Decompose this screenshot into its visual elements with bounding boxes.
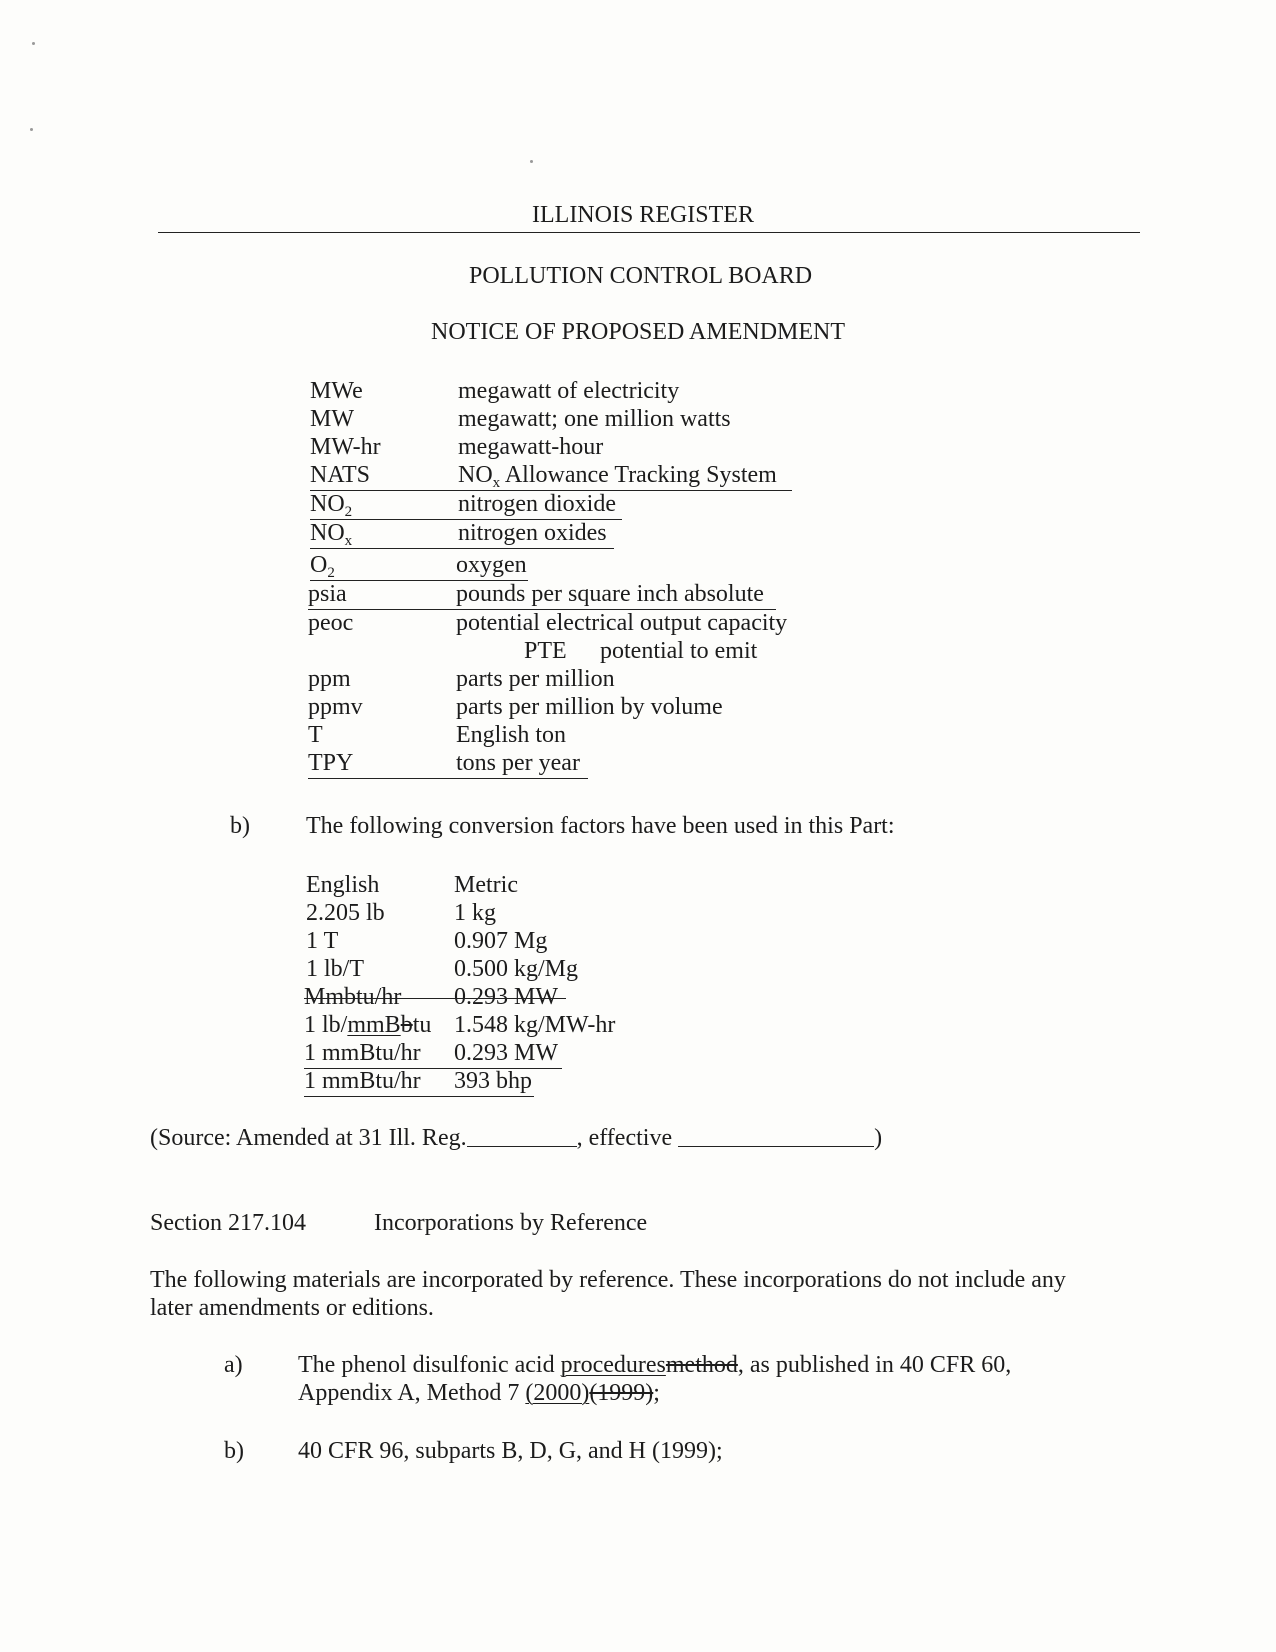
- abbr-definition: megawatt of electricity: [458, 378, 680, 404]
- list-label: b): [230, 813, 250, 839]
- insertion-underline: [308, 778, 588, 779]
- english-value: Mmbtu/hr: [304, 984, 402, 1010]
- metric-value: 1 kg: [454, 900, 496, 926]
- metric-value: 0.907 Mg: [454, 928, 548, 954]
- item-b-text: 40 CFR 96, subparts B, D, G, and H (1999);: [298, 1438, 723, 1464]
- abbr-definition: nitrogen oxides: [458, 520, 607, 546]
- english-value: 1 lb/mmBbtu: [304, 1012, 432, 1038]
- english-value: 1 T: [306, 928, 339, 954]
- abbr-term: psia: [308, 581, 347, 607]
- insertion-underline: [310, 548, 614, 549]
- conversion-intro: The following conversion factors have been used in this Part:: [306, 813, 895, 839]
- blank-effective-field: [678, 1126, 874, 1147]
- metric-value: 1.548 kg/MW-hr: [454, 1012, 616, 1038]
- blank-register-field: [467, 1126, 577, 1147]
- notice-title: NOTICE OF PROPOSED AMENDMENT: [431, 319, 846, 345]
- metric-value: 393 bhp: [454, 1068, 532, 1094]
- abbr-term: PTE: [524, 638, 567, 664]
- abbr-term: MW-hr: [310, 434, 381, 460]
- english-header: English: [306, 872, 380, 898]
- scan-speck: [30, 128, 33, 131]
- abbr-definition: $NO_x$ Allowance Tracking System: [458, 462, 777, 491]
- abbr-definition: parts per million: [456, 666, 615, 692]
- item-a-line1: The phenol disulfonic acid proceduresmethod, as published in 40 CFR 60,: [298, 1352, 1012, 1378]
- abbr-term: MW: [310, 406, 354, 432]
- abbr-term: $NO_x$: [310, 520, 353, 549]
- abbr-definition: English ton: [456, 722, 567, 748]
- english-value: 2.205 lb: [306, 900, 385, 926]
- insertion-underline: [304, 1096, 534, 1097]
- deletion-strikethrough: [304, 998, 566, 999]
- abbr-term: NATS: [310, 462, 371, 488]
- abbr-definition: oxygen: [456, 552, 527, 578]
- metric-value: 0.293 MW: [454, 1040, 558, 1066]
- section-title: Incorporations by Reference: [374, 1210, 648, 1236]
- source-note: (Source: Amended at 31 Ill. Reg. , effective ): [150, 1125, 883, 1151]
- abbr-definition: tons per year: [456, 750, 580, 776]
- abbr-definition: megawatt; one million watts: [458, 406, 731, 432]
- abbr-definition: pounds per square inch absolute: [456, 581, 764, 607]
- abbr-term: $O_2$: [310, 552, 335, 581]
- section-number: Section 217.104: [150, 1210, 306, 1236]
- metric-value: 0.293 MW: [454, 984, 558, 1010]
- english-value: 1 mmBtu/hr: [304, 1068, 421, 1094]
- abbr-definition: nitrogen dioxide: [458, 491, 616, 517]
- abbr-definition: parts per million by volume: [456, 694, 723, 720]
- abbr-term: MWe: [310, 378, 363, 404]
- abbr-term: ppmv: [308, 694, 363, 720]
- abbr-term: T: [308, 722, 323, 748]
- abbr-definition: megawatt-hour: [458, 434, 604, 460]
- abbr-term: TPY: [308, 750, 354, 776]
- scan-speck: [530, 160, 533, 163]
- english-value: 1 mmBtu/hr: [304, 1040, 421, 1066]
- list-label: b): [224, 1438, 244, 1464]
- abbr-term: ppm: [308, 666, 351, 692]
- abbr-term: peoc: [308, 610, 354, 636]
- abbr-definition: potential electrical output capacity: [456, 610, 788, 636]
- metric-value: 0.500 kg/Mg: [454, 956, 579, 982]
- item-a-line2: Appendix A, Method 7 (2000)(1999);: [298, 1380, 660, 1406]
- scan-speck: [32, 42, 35, 45]
- section-intro-line: The following materials are incorporated by reference. These incorporations do not include any: [150, 1267, 1066, 1293]
- metric-header: Metric: [454, 872, 518, 898]
- english-value: 1 lb/T: [306, 956, 364, 982]
- header-rule: [158, 232, 1140, 233]
- abbr-term: $NO_2$: [310, 491, 353, 520]
- abbr-definition: potential to emit: [600, 638, 758, 664]
- board-title: POLLUTION CONTROL BOARD: [469, 263, 813, 289]
- register-title: ILLINOIS REGISTER: [532, 202, 754, 228]
- list-label: a): [224, 1352, 243, 1378]
- section-intro-line: later amendments or editions.: [150, 1295, 434, 1321]
